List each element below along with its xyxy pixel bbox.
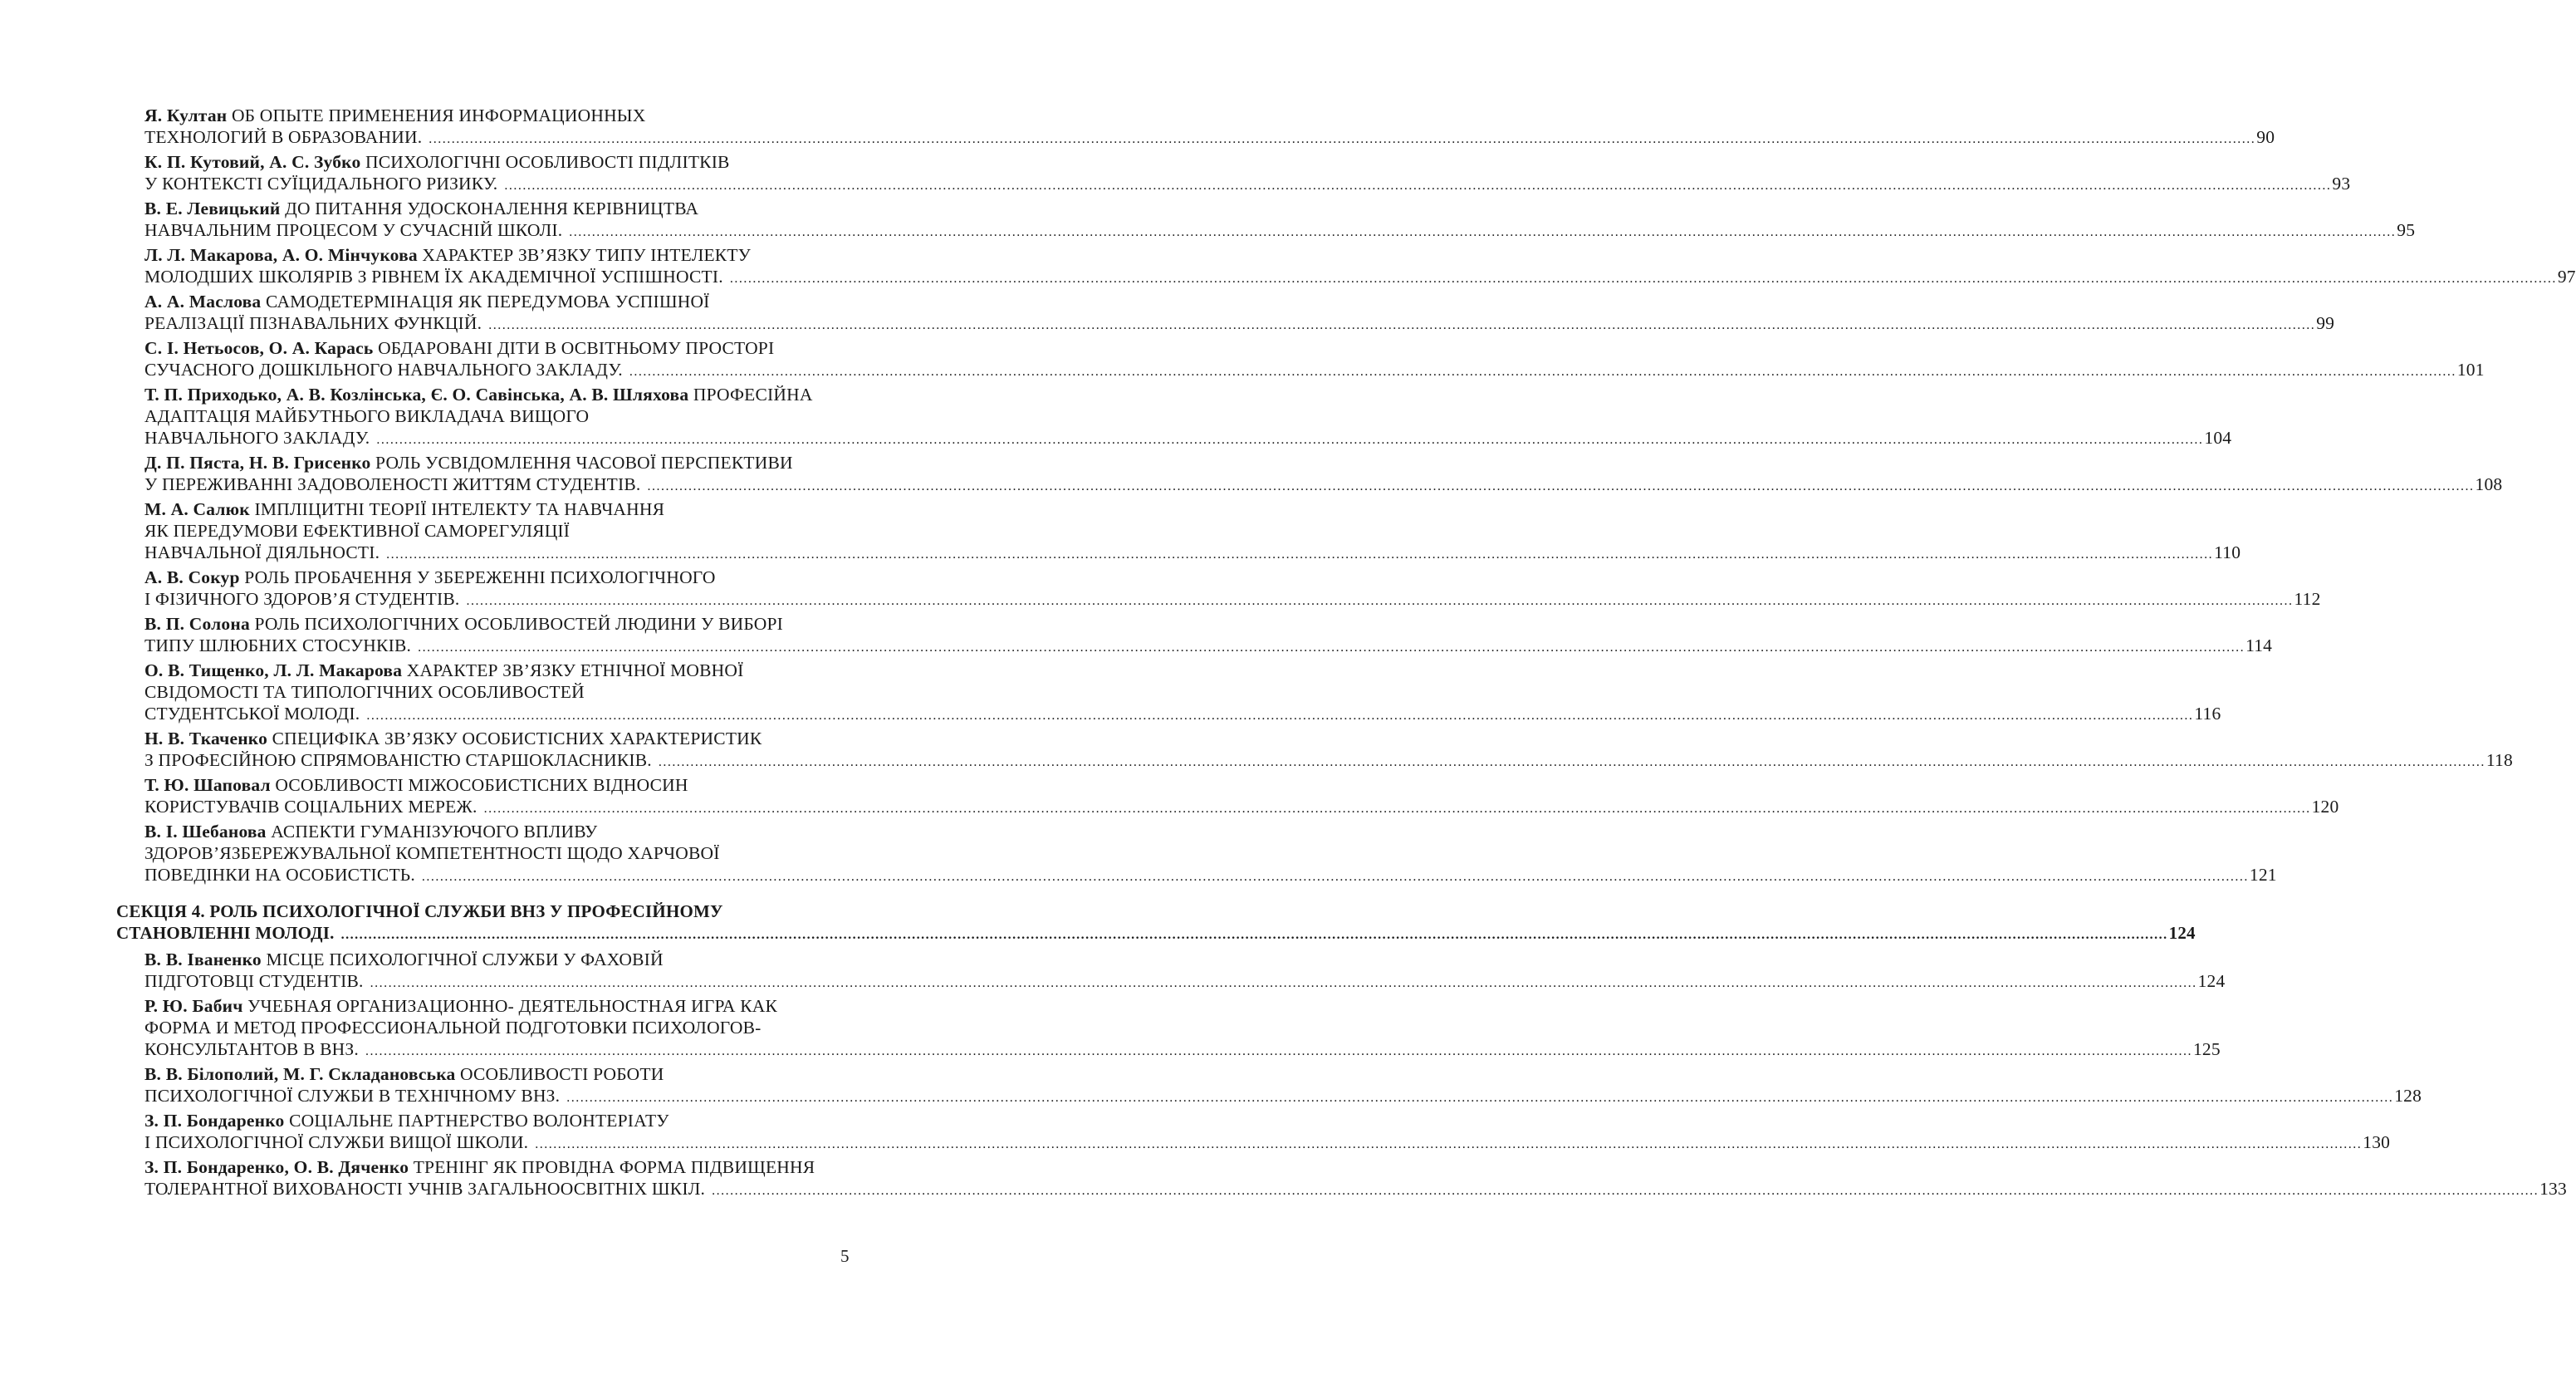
toc-line [144, 1156, 864, 1178]
toc-line [144, 384, 864, 405]
toc-entry [116, 452, 2503, 495]
entry-authors: Я. Култан [144, 106, 228, 125]
entry-authors: З. П. Бондаренко, О. В. Дяченко [144, 1157, 409, 1177]
entry-title: САМОДЕТЕРМІНАЦІЯ ЯК ПЕРЕДУМОВА УСПІШНОЇ [265, 292, 710, 312]
toc-entry [116, 728, 2513, 771]
toc-line [144, 173, 2351, 194]
toc-entry [116, 1110, 2391, 1153]
toc-line [144, 151, 864, 173]
entry-title: І ПСИХОЛОГІЧНОЇ СЛУЖБИ ВИЩОЇ ШКОЛИ. [144, 1132, 529, 1152]
entry-title: І ФІЗИЧНОГО ЗДОРОВ’Я СТУДЕНТІВ. [144, 589, 460, 609]
entry-title: ХАРАКТЕР ЗВ’ЯЗКУ ТИПУ ІНТЕЛЕКТУ [422, 245, 752, 265]
toc-line [144, 498, 864, 520]
section-title: СЕКЦІЯ 4. РОЛЬ ПСИХОЛОГІЧНОЇ СЛУЖБИ ВНЗ У ПРОФЕСІЙНОМУ [116, 901, 723, 921]
toc-entry [116, 613, 2273, 656]
toc-line [144, 613, 864, 635]
leader-dots: ................................................................................................................................................................................................................................................................................................................................................................................................................ [366, 709, 2194, 723]
leader-dots: ................................................................................................................................................................................................................................................................................................................................................................................................................ [365, 1044, 2192, 1058]
toc-entry [116, 1063, 2422, 1107]
toc-line [144, 567, 864, 588]
entry-title: СТУДЕНТСЬКОЇ МОЛОДІ. [144, 704, 360, 724]
entry-page-number: 121 [2249, 865, 2277, 885]
entry-title: РЕАЛІЗАЦІЇ ПІЗНАВАЛЬНИХ ФУНКЦІЙ. [144, 313, 482, 333]
entry-authors: О. В. Тищенко, Л. Л. Макарова [144, 660, 403, 680]
entry-page-number: 101 [2456, 360, 2485, 380]
toc-line [144, 405, 864, 427]
entry-authors: Н. В. Ткаченко [144, 729, 268, 748]
entry-authors: Д. П. Пяста, Н. В. Грисенко [144, 453, 371, 473]
toc-line [144, 1178, 2567, 1200]
entry-title: РОЛЬ ПРОБАЧЕННЯ У ЗБЕРЕЖЕННІ ПСИХОЛОГІЧНОГО [244, 567, 716, 587]
toc-entry [116, 949, 2226, 992]
leader-dots: ................................................................................................................................................................................................................................................................................................................................................................................................................ [370, 976, 2197, 990]
entry-title: ТЕХНОЛОГИЙ В ОБРАЗОВАНИИ. [144, 127, 423, 147]
entry-title: СОЦІАЛЬНЕ ПАРТНЕРСТВО ВОЛОНТЕРІАТУ [289, 1111, 669, 1131]
entry-page-number: 125 [2192, 1039, 2221, 1059]
toc-line [144, 703, 2221, 724]
toc-line [144, 635, 2273, 656]
entry-page-number: 120 [2311, 797, 2339, 817]
entry-page-number: 99 [2316, 313, 2335, 333]
entry-authors: Т. Ю. Шаповал [144, 775, 271, 795]
entry-page-number: 97 [2557, 267, 2576, 287]
leader-dots: ................................................................................................................................................................................................................................................................................................................................................................................................................ [421, 870, 2249, 884]
toc-line [144, 588, 2321, 610]
entry-authors: В. Е. Левицький [144, 199, 281, 218]
toc-line [116, 922, 2196, 944]
toc-line [144, 427, 2232, 449]
toc-entry [116, 774, 2339, 817]
leader-dots: ................................................................................................................................................................................................................................................................................................................................................................................................................ [488, 318, 2316, 332]
entry-title: ФОРМА И МЕТОД ПРОФЕССИОНАЛЬНОЙ ПОДГОТОВКИ ПСИХОЛОГОВ- [144, 1018, 762, 1038]
toc-line [144, 1038, 2221, 1060]
toc-line [144, 542, 2241, 563]
toc-entry [116, 198, 2416, 241]
leader-dots: ................................................................................................................................................................................................................................................................................................................................................................................................................ [376, 433, 2204, 447]
entry-title: ПСИХОЛОГІЧНОЇ СЛУЖБИ В ТЕХНІЧНОМУ ВНЗ. [144, 1086, 561, 1106]
toc-line [144, 291, 864, 312]
toc-entry [116, 291, 2335, 334]
toc-line [144, 198, 864, 219]
entry-title: ТРЕНІНГ ЯК ПРОВІДНА ФОРМА ПІДВИЩЕННЯ [413, 1157, 815, 1177]
toc-entry [116, 498, 2241, 563]
toc-entry [116, 995, 2221, 1060]
toc-line [144, 949, 864, 970]
entry-authors: С. І. Нетьосов, О. А. Карась [144, 338, 374, 358]
entry-title: ОБ ОПЫТЕ ПРИМЕНЕНИЯ ИНФОРМАЦИОННЫХ [231, 106, 646, 125]
leader-dots: ................................................................................................................................................................................................................................................................................................................................................................................................................ [566, 1091, 2394, 1105]
toc-line [144, 244, 864, 266]
section-heading [116, 900, 2196, 944]
entry-page-number: 124 [2197, 971, 2226, 991]
entry-title: У ПЕРЕЖИВАННІ ЗАДОВОЛЕНОСТІ ЖИТТЯМ СТУДЕНТІВ. [144, 474, 641, 494]
leader-dots: ................................................................................................................................................................................................................................................................................................................................................................................................................ [429, 132, 2256, 146]
entry-page-number: 116 [2194, 704, 2221, 724]
entry-page-number: 110 [2214, 542, 2241, 562]
leader-dots: ................................................................................................................................................................................................................................................................................................................................................................................................................ [647, 479, 2475, 493]
entry-title: РОЛЬ ПСИХОЛОГІЧНИХ ОСОБЛИВОСТЕЙ ЛЮДИНИ У ВИБОРІ [254, 614, 783, 634]
entry-title: ПРОФЕСІЙНА [693, 385, 813, 405]
page-number: 5 [840, 1246, 850, 1266]
entry-title: ПСИХОЛОГІЧНІ ОСОБЛИВОСТІ ПІДЛІТКІВ [365, 152, 730, 172]
entry-authors: З. П. Бондаренко [144, 1111, 285, 1131]
toc-line [144, 864, 2277, 886]
entry-title: МОЛОДШИХ ШКОЛЯРІВ З РІВНЕМ ЇХ АКАДЕМІЧНОЇ УСПІШНОСТІ. [144, 267, 723, 287]
leader-dots: ................................................................................................................................................................................................................................................................................................................................................................................................................ [466, 594, 2294, 608]
toc-line [144, 520, 864, 542]
toc-line [144, 337, 864, 359]
entry-authors: В. В. Білополий, М. Г. Складановська [144, 1064, 456, 1084]
entry-title: ОБДАРОВАНІ ДІТИ В ОСВІТНЬОМУ ПРОСТОРІ [378, 338, 775, 358]
toc-line [144, 660, 864, 681]
leader-dots: ................................................................................................................................................................................................................................................................................................................................................................................................................ [386, 547, 2214, 562]
entry-title: АДАПТАЦІЯ МАЙБУТНЬОГО ВИКЛАДАЧА ВИЩОГО [144, 406, 590, 426]
entry-page-number: 90 [2256, 127, 2275, 147]
toc-line [116, 900, 864, 922]
entry-title: ХАРАКТЕР ЗВ’ЯЗКУ ЕТНІЧНОЇ МОВНОЇ [406, 660, 744, 680]
toc-line [144, 1110, 864, 1131]
toc-line [144, 105, 864, 126]
toc-line [144, 359, 2485, 380]
entry-title: КОНСУЛЬТАНТОВ В ВНЗ. [144, 1039, 359, 1059]
entry-page-number: 130 [2363, 1132, 2391, 1152]
entry-title: ІМПЛІЦИТНІ ТЕОРІЇ ІНТЕЛЕКТУ ТА НАВЧАННЯ [254, 499, 665, 519]
entry-title: ТОЛЕРАНТНОЇ ВИХОВАНОСТІ УЧНІВ ЗАГАЛЬНООСВІТНІХ ШКІЛ. [144, 1179, 706, 1199]
entry-authors: М. А. Салюк [144, 499, 250, 519]
leader-dots: ................................................................................................................................................................................................................................................................................................................................................................................................................ [569, 225, 2397, 239]
entry-title: ЯК ПЕРЕДУМОВИ ЕФЕКТИВНОЇ САМОРЕГУЛЯЦІЇ [144, 521, 571, 541]
entry-title: СУЧАСНОГО ДОШКІЛЬНОГО НАВЧАЛЬНОГО ЗАКЛАДУ. [144, 360, 623, 380]
entry-authors: А. А. Маслова [144, 292, 262, 312]
toc-entry [116, 105, 2275, 148]
toc-entry [116, 1156, 2567, 1200]
entry-page-number: 114 [2245, 635, 2273, 655]
entry-page-number: 93 [2332, 174, 2351, 194]
leader-dots: ................................................................................................................................................................................................................................................................................................................................................................................................................ [483, 802, 2311, 816]
leader-dots: ................................................................................................................................................................................................................................................................................................................................................................................................................ [729, 272, 2557, 286]
entry-title: У КОНТЕКСТІ СУЇЦИДАЛЬНОГО РИЗИКУ. [144, 174, 498, 194]
entry-page-number: 124 [2168, 923, 2196, 943]
toc-line [144, 126, 2275, 148]
entry-title: СВІДОМОСТІ ТА ТИПОЛОГІЧНИХ ОСОБЛИВОСТЕЙ [144, 682, 585, 702]
toc-line [144, 749, 2513, 771]
entry-title: НАВЧАЛЬНИМ ПРОЦЕСОМ У СУЧАСНІЙ ШКОЛІ. [144, 220, 563, 240]
toc-line [144, 970, 2226, 992]
entry-authors: В. В. Іваненко [144, 950, 262, 969]
toc-line [144, 995, 864, 1017]
toc-line [144, 474, 2503, 495]
leader-dots: ................................................................................................................................................................................................................................................................................................................................................................................................................ [340, 928, 2168, 942]
entry-title: ПОВЕДІНКИ НА ОСОБИСТІСТЬ. [144, 865, 415, 885]
leader-dots: ................................................................................................................................................................................................................................................................................................................................................................................................................ [658, 755, 2485, 769]
entry-title: ТИПУ ШЛЮБНИХ СТОСУНКІВ. [144, 635, 412, 655]
entry-page-number: 128 [2394, 1086, 2422, 1106]
toc-line [144, 842, 864, 864]
toc-line [144, 1063, 864, 1085]
entry-title: НАВЧАЛЬНОГО ЗАКЛАДУ. [144, 428, 370, 448]
leader-dots: ................................................................................................................................................................................................................................................................................................................................................................................................................ [712, 1184, 2539, 1198]
leader-dots: ................................................................................................................................................................................................................................................................................................................................................................................................................ [629, 365, 2456, 379]
entry-authors: Л. Л. Макарова, А. О. Мінчукова [144, 245, 418, 265]
entry-authors: Р. Ю. Бабич [144, 996, 243, 1016]
entry-title: ЗДОРОВ’ЯЗБЕРЕЖУВАЛЬНОЇ КОМПЕТЕНТНОСТІ ЩОДО ХАРЧОВОЇ [144, 843, 720, 863]
entry-authors: А. В. Сокур [144, 567, 240, 587]
entry-title: УЧЕБНАЯ ОРГАНИЗАЦИОННО- ДЕЯТЕЛЬНОСТНАЯ ИГРА КАК [247, 996, 778, 1016]
entry-page-number: 133 [2539, 1179, 2567, 1199]
leader-dots: ................................................................................................................................................................................................................................................................................................................................................................................................................ [535, 1137, 2363, 1151]
entry-authors: В. І. Шебанова [144, 822, 267, 842]
toc-entry [116, 244, 2576, 287]
toc-entry [116, 151, 2351, 194]
toc-line [144, 312, 2335, 334]
entry-page-number: 118 [2485, 750, 2513, 770]
entry-title: НАВЧАЛЬНОЇ ДІЯЛЬНОСТІ. [144, 542, 380, 562]
toc-entry [116, 567, 2321, 610]
entry-title: ДО ПИТАННЯ УДОСКОНАЛЕННЯ КЕРІВНИЦТВА [285, 199, 699, 218]
entry-title: КОРИСТУВАЧІВ СОЦІАЛЬНИХ МЕРЕЖ. [144, 797, 477, 817]
section-title: СТАНОВЛЕННІ МОЛОДІ. [116, 923, 335, 943]
entry-authors: К. П. Кутовий, А. С. Зубко [144, 152, 361, 172]
toc-line [144, 1085, 2422, 1107]
entry-title: ОСОБЛИВОСТІ РОБОТИ [460, 1064, 664, 1084]
leader-dots: ................................................................................................................................................................................................................................................................................................................................................................................................................ [418, 640, 2245, 655]
entry-page-number: 108 [2475, 474, 2503, 494]
toc-line [144, 681, 864, 703]
toc-line [144, 728, 864, 749]
toc-line [144, 1017, 864, 1038]
toc-line [144, 821, 864, 842]
entry-page-number: 95 [2397, 220, 2416, 240]
entry-page-number: 104 [2204, 428, 2232, 448]
entry-page-number: 112 [2294, 589, 2321, 609]
entry-title: МІСЦЕ ПСИХОЛОГІЧНОЇ СЛУЖБИ У ФАХОВІЙ [266, 950, 664, 969]
entry-title: АСПЕКТИ ГУМАНІЗУЮЧОГО ВПЛИВУ [271, 822, 598, 842]
toc-line [144, 774, 864, 796]
toc-line [144, 796, 2339, 817]
toc-line [144, 1131, 2391, 1153]
entry-authors: В. П. Солона [144, 614, 250, 634]
toc-entry [116, 337, 2485, 380]
entry-title: РОЛЬ УСВІДОМЛЕННЯ ЧАСОВОЇ ПЕРСПЕКТИВИ [375, 453, 793, 473]
entry-title: З ПРОФЕСІЙНОЮ СПРЯМОВАНІСТЮ СТАРШОКЛАСНИКІВ. [144, 750, 652, 770]
leader-dots: ................................................................................................................................................................................................................................................................................................................................................................................................................ [504, 179, 2332, 193]
toc-line [144, 266, 2576, 287]
toc-entry [116, 821, 2277, 886]
entry-title: ПІДГОТОВЦІ СТУДЕНТІВ. [144, 971, 364, 991]
toc-entry [116, 384, 2232, 449]
entry-title: ОСОБЛИВОСТІ МІЖОСОБИСТІСНИХ ВІДНОСИН [275, 775, 688, 795]
toc-line [144, 452, 864, 474]
table-of-contents [116, 105, 2576, 1203]
entry-title: СПЕЦИФІКА ЗВ’ЯЗКУ ОСОБИСТІСНИХ ХАРАКТЕРИСТИК [272, 729, 762, 748]
entry-authors: Т. П. Приходько, А. В. Козлінська, Є. О. Савінська, А. В. Шляхова [144, 385, 689, 405]
toc-line [144, 219, 2416, 241]
toc-entry [116, 660, 2221, 724]
